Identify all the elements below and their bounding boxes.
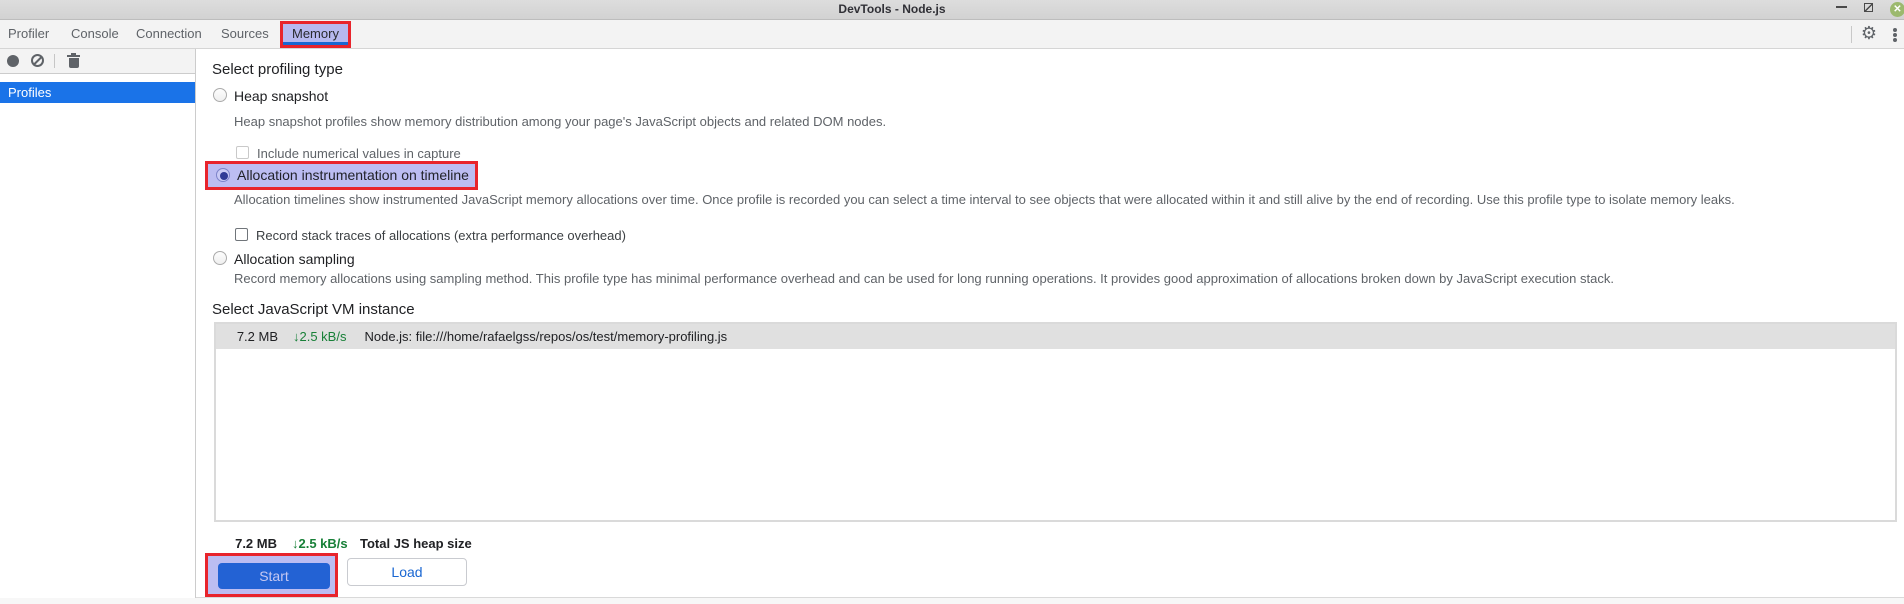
profiling-type-heading: Select profiling type	[212, 61, 343, 78]
radio-allocation-sampling[interactable]	[213, 251, 227, 265]
status-strip	[0, 598, 1904, 604]
profiler-toolbar	[0, 49, 196, 74]
minimize-icon[interactable]	[1836, 6, 1847, 8]
divider	[54, 54, 55, 68]
gear-icon[interactable]: ⚙	[1860, 23, 1878, 44]
clear-icon[interactable]	[31, 54, 44, 67]
vm-instance-table	[214, 322, 1897, 522]
tab-sources[interactable]: Sources	[221, 26, 269, 41]
allocation-timeline-label[interactable]: Allocation instrumentation on timeline	[237, 167, 469, 183]
heap-snapshot-label[interactable]: Heap snapshot	[234, 88, 329, 104]
tab-console[interactable]: Console	[71, 26, 119, 41]
record-stack-traces-label[interactable]: Record stack traces of allocations (extra performance overhead)	[256, 228, 626, 243]
annotation-box-memory-tab	[280, 21, 351, 48]
allocation-timeline-description: Allocation timelines show instrumented JavaScript memory allocations over time. Once profile is recorded you can select a time interval to see objects that were allocated within it and still alive by the end of recording. Use this profile type to isolate memory leaks.	[234, 192, 1735, 207]
allocation-sampling-label[interactable]: Allocation sampling	[234, 251, 355, 267]
annotation-box-allocation-option	[205, 161, 478, 190]
start-button[interactable]: Start	[218, 563, 330, 589]
vm-instance-heading: Select JavaScript VM instance	[212, 301, 415, 318]
close-icon[interactable]: ✕	[1890, 2, 1904, 17]
checkbox-record-stack-traces[interactable]	[235, 228, 248, 241]
restore-icon[interactable]	[1864, 3, 1873, 12]
vm-allocation-rate: ↓2.5 kB/s	[293, 329, 347, 344]
include-numerical-values-label[interactable]: Include numerical values in capture	[257, 146, 461, 161]
load-button[interactable]: Load	[347, 558, 467, 586]
toolbar-divider	[1851, 26, 1852, 43]
titlebar	[0, 0, 1904, 20]
total-heap-size-label: Total JS heap size	[360, 536, 472, 551]
total-heap-rate-value: ↓2.5 kB/s	[292, 536, 348, 551]
heap-snapshot-description: Heap snapshot profiles show memory distribution among your page's JavaScript objects and related DOM nodes.	[234, 114, 887, 129]
tab-profiler[interactable]: Profiler	[8, 26, 50, 41]
vm-heap-size: 7.2 MB	[236, 329, 278, 344]
active-tab-underline	[283, 42, 348, 45]
sidebar	[0, 74, 196, 598]
tab-connection[interactable]: Connection	[136, 26, 202, 41]
total-heap-size-value: 7.2 MB	[235, 536, 277, 551]
tab-bar	[0, 20, 1904, 49]
radio-heap-snapshot[interactable]	[213, 88, 227, 102]
radio-allocation-timeline[interactable]	[216, 168, 230, 182]
vm-instance-row[interactable]	[216, 324, 1895, 349]
kebab-menu-icon[interactable]	[1893, 28, 1897, 32]
allocation-sampling-description: Record memory allocations using sampling method. This profile type has minimal performance overhead and can be used for long running operations. It provides good approximation of allocations broken down by JavaScript execution stack.	[234, 271, 1614, 286]
sidebar-item-profiles[interactable]: Profiles	[0, 82, 195, 103]
vm-instance-name: Node.js: file:///home/rafaelgss/repos/os/test/memory-profiling.js	[364, 329, 728, 344]
tab-memory[interactable]: Memory	[292, 26, 339, 41]
record-icon[interactable]	[7, 55, 19, 67]
window-title: DevTools - Node.js	[838, 2, 946, 16]
checkbox-include-numerical-values[interactable]	[236, 146, 249, 159]
trash-icon[interactable]	[67, 53, 80, 69]
annotation-box-start-button	[205, 553, 338, 597]
